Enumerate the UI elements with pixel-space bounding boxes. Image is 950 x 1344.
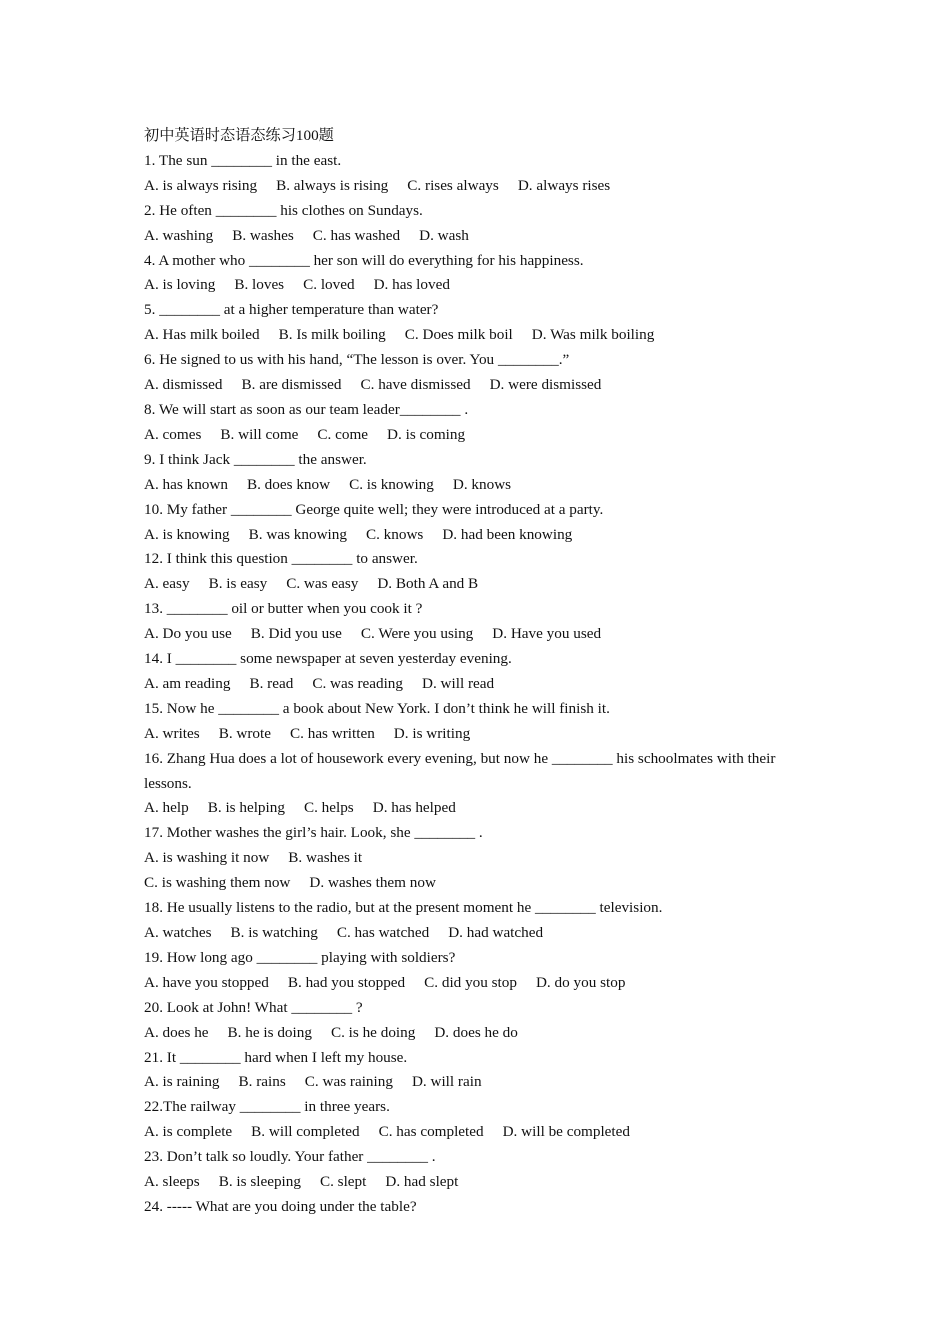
question-stem: 5. ________ at a higher temperature than water?	[144, 301, 439, 319]
question-item	[144, 149, 814, 199]
answer-option: D. will read	[422, 674, 495, 692]
answer-option: D. had been knowing	[442, 525, 573, 543]
answer-options	[144, 796, 814, 821]
question-stem: 20. Look at John! What ________ ?	[144, 998, 363, 1016]
answer-option: C. knows	[365, 525, 424, 543]
answer-option: B. washes	[232, 226, 294, 244]
question-stem: 9. I think Jack ________ the answer.	[144, 450, 367, 468]
question-item	[144, 946, 814, 996]
question-item	[144, 398, 814, 448]
question-stem: 17. Mother washes the girl’s hair. Look, she ________ .	[144, 824, 483, 842]
answer-option: D. does he do	[434, 1023, 518, 1041]
question-item	[144, 1046, 814, 1096]
question-item	[144, 697, 814, 747]
answer-options	[144, 572, 814, 597]
answer-option: B. is sleeping	[218, 1173, 301, 1191]
answer-options	[144, 971, 814, 996]
answer-option: A. comes	[144, 425, 202, 443]
answer-option: C. loved	[303, 276, 355, 294]
answer-option: C. has written	[290, 724, 375, 742]
question-stem: 18. He usually listens to the radio, but at the present moment he ________ television.	[144, 899, 663, 917]
question-stem: 4. A mother who ________ her son will do everything for his happiness.	[144, 251, 584, 269]
answer-options	[144, 1120, 814, 1145]
question-item	[144, 448, 814, 498]
question-stem: 15. Now he ________ a book about New York. I don’t think he will finish it.	[144, 699, 610, 717]
question-stem: 24. ----- What are you doing under the table?	[144, 1197, 417, 1215]
answer-option: B. is easy	[208, 575, 268, 593]
answer-option: B. wrote	[218, 724, 271, 742]
question-item	[144, 896, 814, 946]
answer-options	[144, 1070, 814, 1095]
answer-option: D. will be completed	[502, 1123, 630, 1141]
answer-option: A. is always rising	[144, 176, 258, 194]
answer-option: A. Do you use	[144, 625, 232, 643]
answer-options	[144, 1170, 814, 1195]
answer-option: C. has washed	[312, 226, 401, 244]
answer-option: A. watches	[144, 924, 212, 941]
document-title: 初中英语时态语态练习100题	[144, 127, 334, 144]
answer-options	[144, 672, 814, 697]
question-item	[144, 821, 814, 896]
answer-option: D. will rain	[411, 1073, 482, 1091]
answer-option: C. did you stop	[424, 973, 517, 991]
answer-option: A. writes	[144, 724, 200, 742]
question-stem: 19. How long ago ________ playing with soldiers?	[144, 948, 456, 966]
answer-option: A. Has milk boiled	[144, 326, 260, 344]
answer-option: D. do you stop	[535, 973, 626, 991]
answer-option: C. was reading	[312, 674, 403, 692]
answer-option: A. is loving	[144, 276, 216, 294]
question-item	[144, 647, 814, 697]
answer-options	[144, 921, 814, 946]
answer-option: B. read	[249, 674, 294, 692]
answer-option: D. were dismissed	[489, 376, 602, 394]
question-stem: 12. I think this question ________ to answer.	[144, 550, 418, 568]
answer-options	[144, 622, 814, 647]
answer-option: D. Both A and B	[377, 575, 479, 593]
question-stem: 23. Don’t talk so loudly. Your father ________ .	[144, 1148, 436, 1166]
answer-option: C. is washing them now	[144, 874, 291, 892]
answer-option: C. come	[317, 425, 369, 443]
question-stem: 22.The railway ________ in three years.	[144, 1098, 390, 1116]
question-item	[144, 1095, 814, 1145]
question-item	[144, 597, 814, 647]
answer-option: D. Have you used	[492, 625, 602, 643]
question-item	[144, 996, 814, 1046]
answer-option: B. rains	[238, 1073, 286, 1091]
answer-option: B. does know	[246, 475, 331, 493]
question-stem: 13. ________ oil or butter when you cook it ?	[144, 600, 423, 618]
answer-option: B. will completed	[251, 1123, 360, 1141]
answer-option: C. has watched	[336, 924, 430, 941]
question-item	[144, 348, 814, 398]
answer-option: C. is knowing	[349, 475, 434, 493]
question-item	[144, 498, 814, 548]
answer-option: C. have dismissed	[360, 376, 471, 394]
question-item	[144, 547, 814, 597]
answer-option: A. help	[144, 799, 189, 817]
answer-option: A. has known	[144, 475, 228, 493]
answer-option: D. is writing	[393, 724, 471, 742]
question-item	[144, 1145, 814, 1195]
question-stem: 16. Zhang Hua does a lot of housework every evening, but now he ________ his schoolmates with their lessons.	[144, 749, 776, 792]
answer-option: D. had slept	[385, 1173, 459, 1191]
answer-option: C. helps	[303, 799, 354, 817]
question-stem: 14. I ________ some newspaper at seven yesterday evening.	[144, 650, 512, 668]
answer-option: B. had you stopped	[287, 973, 406, 991]
question-item	[144, 298, 814, 348]
question-stem: 8. We will start as soon as our team leader________ .	[144, 400, 469, 418]
answer-option: A. washing	[144, 226, 214, 244]
answer-option: B. washes it	[288, 849, 363, 867]
answer-option: A. is washing it now	[144, 849, 270, 867]
answer-option: A. have you stopped	[144, 973, 269, 991]
answer-options	[144, 473, 814, 498]
answer-options	[144, 871, 814, 896]
answer-options	[144, 1021, 814, 1046]
answer-options	[144, 273, 814, 298]
answer-option: C. was raining	[304, 1073, 393, 1091]
answer-option: B. is watching	[230, 924, 318, 941]
answer-option: B. is helping	[207, 799, 285, 817]
answer-option: C. slept	[319, 1173, 367, 1191]
question-stem: 1. The sun ________ in the east.	[144, 151, 342, 169]
answer-option: D. had watched	[448, 924, 544, 941]
question-stem: 10. My father ________ George quite well; they were introduced at a party.	[144, 500, 604, 518]
answer-options	[144, 846, 814, 871]
question-item	[144, 1195, 814, 1220]
answer-option: C. has completed	[378, 1123, 484, 1141]
answer-options	[144, 423, 814, 448]
answer-options	[144, 323, 814, 348]
answer-option: C. was easy	[286, 575, 359, 593]
answer-option: A. sleeps	[144, 1173, 200, 1191]
answer-options	[144, 373, 814, 398]
answer-option: B. are dismissed	[241, 376, 342, 394]
answer-option: D. knows	[452, 475, 512, 493]
answer-option: B. Did you use	[250, 625, 342, 643]
answer-option: D. washes them now	[309, 874, 436, 892]
answer-option: A. easy	[144, 575, 190, 593]
answer-option: B. will come	[220, 425, 299, 443]
answer-options	[144, 722, 814, 747]
question-stem: 21. It ________ hard when I left my house.	[144, 1048, 408, 1066]
question-item	[144, 249, 814, 299]
answer-option: B. Is milk boiling	[278, 326, 386, 344]
answer-option: C. Does milk boil	[404, 326, 513, 344]
answer-option: A. does he	[144, 1023, 209, 1041]
answer-option: D. always rises	[517, 176, 611, 194]
answer-option: D. is coming	[387, 425, 466, 443]
answer-option: D. has helped	[372, 799, 456, 817]
answer-option: B. always is rising	[276, 176, 389, 194]
question-list	[144, 149, 814, 1220]
answer-option: D. has loved	[373, 276, 450, 294]
answer-option: A. is raining	[144, 1073, 220, 1091]
answer-option: D. Was milk boiling	[531, 326, 655, 344]
answer-options	[144, 224, 814, 249]
question-item	[144, 747, 814, 822]
answer-option: A. is complete	[144, 1123, 233, 1141]
exercise-content	[144, 124, 814, 1220]
answer-option: C. rises always	[407, 176, 499, 194]
answer-option: D. wash	[419, 226, 469, 244]
answer-options	[144, 174, 814, 199]
answer-option: A. am reading	[144, 674, 231, 692]
question-item	[144, 199, 814, 249]
answer-option: B. loves	[234, 276, 285, 294]
answer-options	[144, 523, 814, 548]
answer-option: C. is he doing	[330, 1023, 416, 1041]
answer-option: A. dismissed	[144, 376, 223, 394]
answer-option: A. is knowing	[144, 525, 230, 543]
answer-option: B. he is doing	[227, 1023, 312, 1041]
question-stem: 6. He signed to us with his hand, “The lesson is over. You ________.”	[144, 351, 570, 369]
answer-option: C. Were you using	[360, 625, 474, 643]
answer-option: B. was knowing	[248, 525, 347, 543]
question-stem: 2. He often ________ his clothes on Sundays.	[144, 201, 423, 219]
